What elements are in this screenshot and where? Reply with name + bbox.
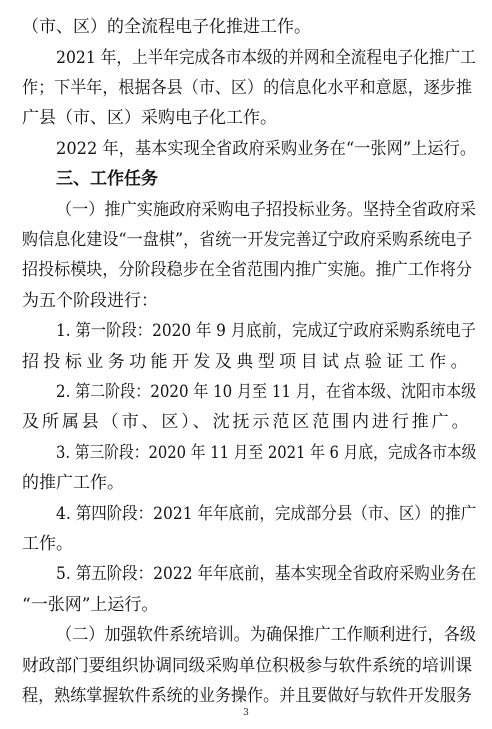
text-line: 2021 年，上半年完成各市本级的并网和全流程电子化推广工 bbox=[56, 48, 476, 68]
text-line: 1. 第一阶段：2020 年 9 月底前，完成辽宁政府采购系统电子 bbox=[56, 321, 476, 341]
text-line: 及所属县（市、区）、沈抚示范区范围内进行推广。 bbox=[22, 412, 472, 432]
text-line: （一）推广实施政府采购电子招投标业务。坚持全省政府采 bbox=[56, 200, 476, 220]
text-line: 财政部门要组织协调同级采购单位积极参与软件系统的培训课 bbox=[22, 656, 472, 676]
text-line: 5. 第五阶段：2022 年年底前，基本实现全省政府采购业务在 bbox=[56, 564, 477, 584]
text-line: 2. 第二阶段：2020 年 10 月至 11 月，在省本级、沈阳市本级 bbox=[56, 382, 477, 402]
section-heading: 三、工作任务 bbox=[56, 169, 158, 189]
text-line: 程，熟练掌握软件系统的业务操作。并且要做好与软件开发服务 bbox=[22, 686, 472, 706]
page-number: 3 bbox=[243, 708, 249, 718]
text-line: 作；下半年，根据各县（市、区）的信息化水平和意愿，逐步推 bbox=[22, 78, 472, 98]
text-line: 4. 第四阶段：2021 年年底前，完成部分县（市、区）的推广 bbox=[56, 504, 477, 524]
text-line: 3. 第三阶段：2020 年 11 月至 2021 年 6 月底，完成各市本级 bbox=[56, 443, 477, 463]
text-line: 招投标业务功能开发及典型项目试点验证工作。 bbox=[22, 352, 472, 372]
text-line: （二）加强软件系统培训。为确保推广工作顺利进行，各级 bbox=[56, 625, 476, 645]
text-line: 招投标模块，分阶段稳步在全省范围内推广实施。推广工作将分 bbox=[22, 260, 472, 280]
text-line: 的推广工作。 bbox=[22, 473, 124, 493]
text-line: 2022 年，基本实现全省政府采购业务在“一张网”上运行。 bbox=[56, 139, 477, 159]
text-line: 购信息化建设“一盘棋”，省统一开发完善辽宁政府采购系统电子 bbox=[22, 230, 473, 250]
text-line: 广县（市、区）采购电子化工作。 bbox=[22, 108, 277, 128]
text-line: “一张网”上运行。 bbox=[22, 595, 159, 615]
text-line: （市、区）的全流程电子化推进工作。 bbox=[22, 17, 311, 37]
text-line: 工作。 bbox=[22, 534, 73, 554]
text-line: 为五个阶段进行： bbox=[22, 291, 158, 311]
